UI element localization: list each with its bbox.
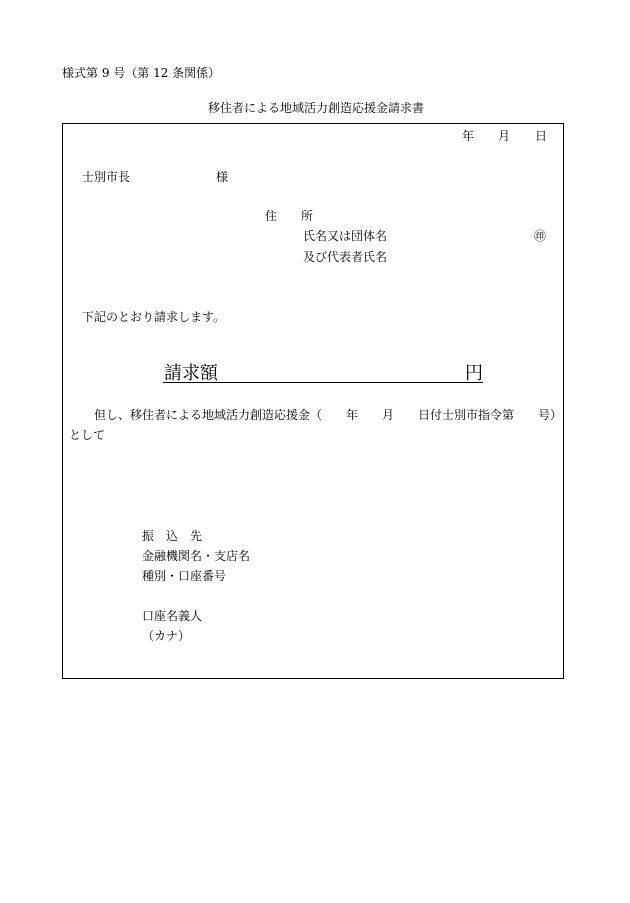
account-label: 種別・口座番号 xyxy=(142,569,227,583)
name-label: 氏名又は団体名 xyxy=(303,229,388,243)
date-month: 月 xyxy=(498,129,511,143)
amount-label: 請求額 xyxy=(164,363,218,384)
kana-label: （カナ） xyxy=(142,629,191,643)
amount-unit: 円 xyxy=(465,363,483,384)
reason-line-1: 但し、移住者による地域活力創造応援金（ 年 月 日付士別市指令第 号） xyxy=(94,408,563,422)
date-day: 日 xyxy=(535,129,548,143)
transfer-label: 振 込 先 xyxy=(142,529,203,543)
reason-line-2: として xyxy=(69,428,106,442)
address-label: 住 所 xyxy=(265,209,314,223)
addressee-name: 士別市長 xyxy=(82,170,131,184)
request-text: 下記のとおり請求します。 xyxy=(82,310,226,324)
addressee-honorific: 様 xyxy=(216,170,229,184)
representative-label: 及び代表者氏名 xyxy=(303,250,388,264)
institution-label: 金融機関名・支店名 xyxy=(142,549,251,563)
form-number: 様式第 9 号（第 12 条関係） xyxy=(62,66,221,80)
form-box xyxy=(62,123,564,679)
document-title: 移住者による地域活力創造応援金請求書 xyxy=(208,101,425,115)
amount-underline xyxy=(163,382,483,383)
date-year: 年 xyxy=(462,129,475,143)
holder-label: 口座名義人 xyxy=(142,609,203,623)
seal-mark: ㊞ xyxy=(534,229,547,243)
